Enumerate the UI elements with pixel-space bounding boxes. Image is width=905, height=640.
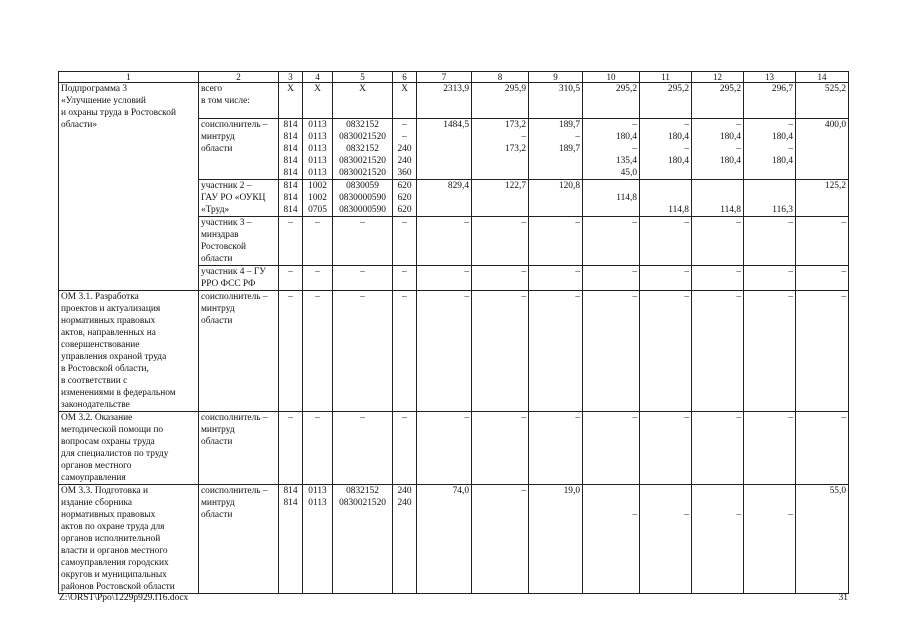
program-name-cell: Подпрограмма 3 «Улучшение условий и охраны труда в Ростовской области» <box>59 83 199 291</box>
program-name-cell: ОМ 3.1. Разработка проектов и актуализация нормативных правовых актов, направленных на совершенствование управления охраной труда в Ростовской области, в соответствии с изменениями в федеральном законодательстве <box>59 291 199 412</box>
value-cell: 814 814 814 814 814 <box>279 119 303 180</box>
value-cell: – <box>303 266 333 291</box>
value-cell: 525,2 <box>796 83 849 119</box>
value-cell: – <box>333 266 393 291</box>
value-cell: 189,7 – 189,7 <box>529 119 583 180</box>
participant-cell: соисполнитель – минтруд области <box>199 291 279 412</box>
value-cell: – <box>279 266 303 291</box>
value-cell: 310,5 <box>529 83 583 119</box>
value-cell: 0832152 0830021520 0832152 0830021520 0830021520 <box>333 119 393 180</box>
value-cell: – 180,4 – 180,4 <box>744 119 796 180</box>
value-cell: – <box>472 485 529 594</box>
value-cell: – <box>744 291 796 412</box>
value-cell: 114,8 <box>692 180 744 217</box>
value-cell: 116,3 <box>744 180 796 217</box>
program-name-cell: ОМ 3.2. Оказание методической помощи по вопросам охраны труда для специалистов по труду органов местного самоуправления <box>59 412 199 485</box>
value-cell: 19,0 <box>529 485 583 594</box>
value-cell: – <box>333 412 393 485</box>
value-cell: Х <box>279 83 303 119</box>
value-cell: 74,0 <box>417 485 472 594</box>
value-cell: – <box>529 291 583 412</box>
value-cell: – <box>417 217 472 266</box>
header-cell: 2 <box>199 72 279 83</box>
value-cell: – <box>640 217 692 266</box>
header-cell: 5 <box>333 72 393 83</box>
header-cell: 9 <box>529 72 583 83</box>
value-cell: – <box>692 412 744 485</box>
value-cell: 400,0 <box>796 119 849 180</box>
participant-cell: всего в том числе: <box>199 83 279 119</box>
value-cell: – <box>393 217 417 266</box>
value-cell: – <box>583 485 640 594</box>
value-cell: – <box>279 412 303 485</box>
value-cell: 814 814 814 <box>279 180 303 217</box>
value-cell: – – 240 240 360 <box>393 119 417 180</box>
value-cell: 0113 0113 0113 0113 0113 <box>303 119 333 180</box>
value-cell: – <box>529 217 583 266</box>
value-cell: Х <box>303 83 333 119</box>
value-cell: – <box>692 217 744 266</box>
value-cell: – 180,4 – 180,4 <box>692 119 744 180</box>
value-cell: – <box>529 412 583 485</box>
value-cell: – <box>692 291 744 412</box>
table-row <box>59 412 849 485</box>
value-cell: 296,7 <box>744 83 796 119</box>
value-cell: – <box>472 412 529 485</box>
value-cell: 55,0 <box>796 485 849 594</box>
value-cell: – 180,4 – 135,4 45,0 <box>583 119 640 180</box>
value-cell: – <box>692 485 744 594</box>
value-cell: 0830059 0830000590 0830000590 <box>333 180 393 217</box>
value-cell: – <box>796 412 849 485</box>
value-cell: – <box>529 266 583 291</box>
header-cell: 11 <box>640 72 692 83</box>
value-cell: – <box>303 412 333 485</box>
header-cell: 8 <box>472 72 529 83</box>
value-cell: – <box>472 291 529 412</box>
value-cell: – <box>472 266 529 291</box>
header-cell: 13 <box>744 72 796 83</box>
value-cell: – <box>393 266 417 291</box>
value-cell: – <box>333 291 393 412</box>
value-cell: Х <box>333 83 393 119</box>
header-cell: 12 <box>692 72 744 83</box>
value-cell: 114,8 <box>583 180 640 217</box>
value-cell: – <box>744 266 796 291</box>
value-cell: – <box>393 412 417 485</box>
header-cell: 4 <box>303 72 333 83</box>
column-number-row <box>59 72 849 83</box>
value-cell: 295,2 <box>692 83 744 119</box>
value-cell: – <box>303 291 333 412</box>
value-cell: 814 814 <box>279 485 303 594</box>
value-cell: 295,2 <box>640 83 692 119</box>
value-cell: – <box>583 412 640 485</box>
header-cell: 1 <box>59 72 199 83</box>
participant-cell: участник 2 – ГАУ РО «ОУКЦ «Труд» <box>199 180 279 217</box>
participant-cell: участник 4 – ГУ РРО ФСС РФ <box>199 266 279 291</box>
value-cell: – <box>796 291 849 412</box>
value-cell: 620 620 620 <box>393 180 417 217</box>
value-cell: – <box>583 217 640 266</box>
value-cell: – <box>640 266 692 291</box>
value-cell: 2313,9 <box>417 83 472 119</box>
value-cell: – <box>333 217 393 266</box>
value-cell: – <box>744 485 796 594</box>
value-cell: – <box>417 412 472 485</box>
participant-cell: соисполнитель – минтруд области <box>199 412 279 485</box>
header-cell: 10 <box>583 72 640 83</box>
value-cell: – <box>279 217 303 266</box>
value-cell: 173,2 – 173,2 <box>472 119 529 180</box>
value-cell: 1002 1002 0705 <box>303 180 333 217</box>
value-cell: – 180,4 – 180,4 <box>640 119 692 180</box>
value-cell: 240 240 <box>393 485 417 594</box>
value-cell: – <box>279 291 303 412</box>
table-row <box>59 485 849 594</box>
participant-cell: соисполнитель – минтруд области <box>199 485 279 594</box>
value-cell: 0113 0113 <box>303 485 333 594</box>
value-cell: 114,8 <box>640 180 692 217</box>
value-cell: – <box>744 412 796 485</box>
file-path: Z:\ORST\Ppo\1229p929.f16.docx <box>59 593 189 603</box>
header-cell: 6 <box>393 72 417 83</box>
participant-cell: участник 3 – минздрав Ростовской области <box>199 217 279 266</box>
value-cell: – <box>393 291 417 412</box>
header-cell: 3 <box>279 72 303 83</box>
value-cell: 120,8 <box>529 180 583 217</box>
value-cell: 0832152 0830021520 <box>333 485 393 594</box>
program-name-cell: ОМ 3.3. Подготовка и издание сборника нормативных правовых актов по охране труда для органов исполнительной власти и органов местного самоуправления городских округов и муниципальных районов Ростовской области <box>59 485 199 594</box>
value-cell: – <box>303 217 333 266</box>
value-cell: 125,2 <box>796 180 849 217</box>
value-cell: – <box>417 291 472 412</box>
value-cell: – <box>796 266 849 291</box>
value-cell: 295,9 <box>472 83 529 119</box>
value-cell: – <box>640 291 692 412</box>
value-cell: 122,7 <box>472 180 529 217</box>
value-cell: – <box>640 412 692 485</box>
value-cell: 829,4 <box>417 180 472 217</box>
value-cell: – <box>796 217 849 266</box>
value-cell: – <box>583 266 640 291</box>
page-number: 31 <box>838 593 848 603</box>
budget-table <box>58 71 849 594</box>
value-cell: – <box>472 217 529 266</box>
value-cell: – <box>583 291 640 412</box>
value-cell: 295,2 <box>583 83 640 119</box>
table-row <box>59 291 849 412</box>
header-cell: 7 <box>417 72 472 83</box>
header-cell: 14 <box>796 72 849 83</box>
value-cell: – <box>640 485 692 594</box>
value-cell: – <box>417 266 472 291</box>
value-cell: 1484,5 <box>417 119 472 180</box>
table-row <box>59 83 849 119</box>
value-cell: – <box>744 217 796 266</box>
value-cell: Х <box>393 83 417 119</box>
participant-cell: соисполнитель – минтруд области <box>199 119 279 180</box>
value-cell: – <box>692 266 744 291</box>
